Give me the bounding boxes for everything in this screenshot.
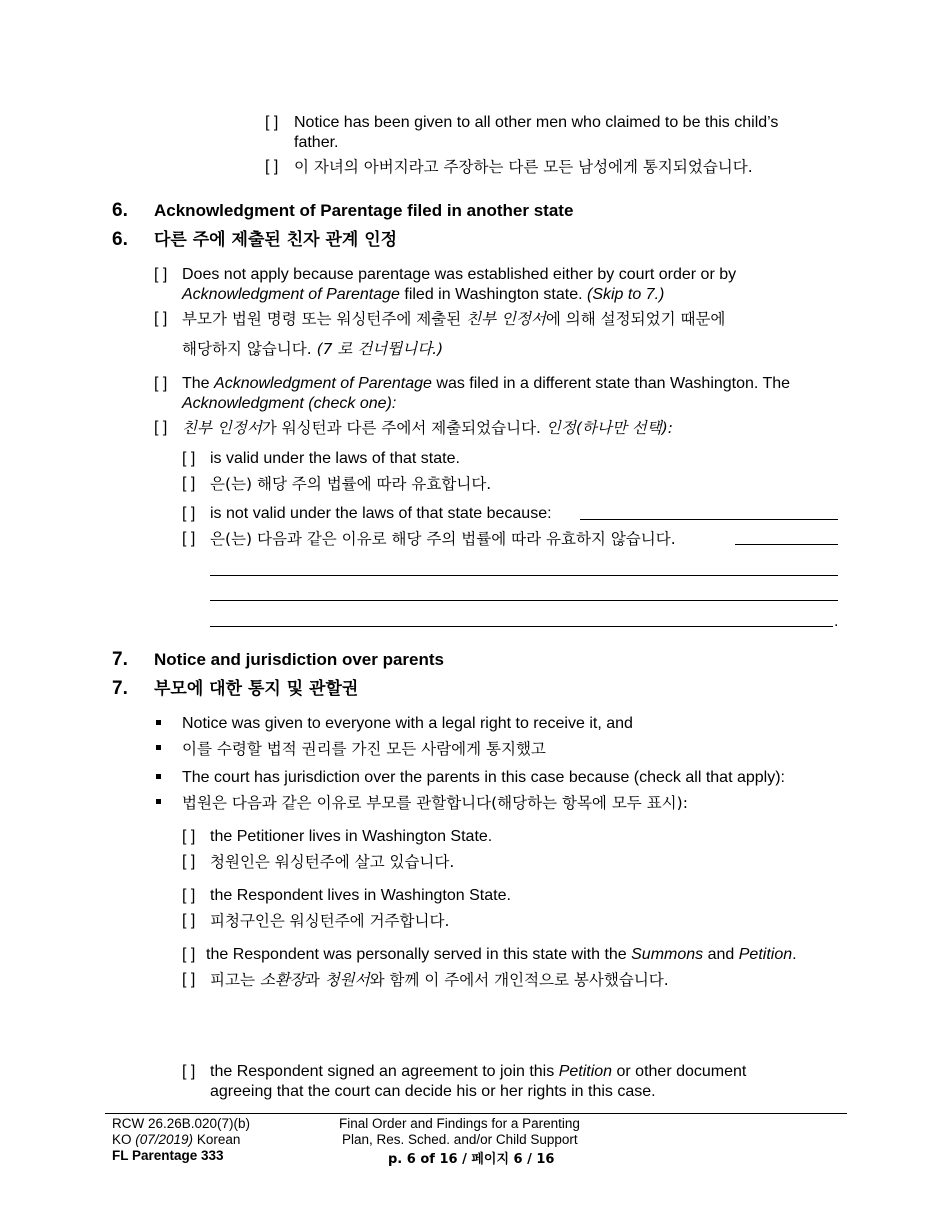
served-text-ko: 피고는 소환장과 청원서와 함께 이 주에서 개인적으로 봉사했습니다. — [210, 971, 669, 989]
signed-agreement-text-en-cont: agreeing that the court can decide his or her rights in this case. — [210, 1083, 656, 1100]
served-text-en: the Respondent was personally served in this state with the Summons and Petition. — [206, 946, 797, 963]
does-not-apply-text-en: Does not apply because parentage was established either by court order or by — [182, 266, 737, 283]
footer-rcw: RCW 26.26B.020(7)(b) — [112, 1116, 251, 1131]
father-notice-checkbox[interactable]: [ ] — [265, 114, 279, 131]
petitioner-lives-text-ko: 청원인은 워싱턴주에 살고 있습니다. — [210, 853, 455, 871]
father-notice-checkbox-ko[interactable]: [ ] — [265, 158, 279, 175]
different-state-text-en-cont: Acknowledgment (check one): — [182, 395, 397, 412]
footer-title: Final Order and Findings for a Parenting — [339, 1116, 580, 1131]
does-not-apply-text-ko: 부모가 법원 명령 또는 워싱턴주에 제출된 친부 인정서에 의해 설정되었기 때문에 — [182, 310, 726, 328]
reason-line-2[interactable] — [210, 600, 838, 601]
valid-text-en: is valid under the laws of that state. — [210, 450, 460, 467]
bullet-icon — [156, 745, 161, 750]
invalid-reason-line-ko[interactable] — [735, 544, 838, 545]
valid-checkbox[interactable]: [ ] — [182, 450, 196, 467]
signed-agreement-text-en: the Respondent signed an agreement to join this Petition or other document — [210, 1063, 747, 1080]
does-not-apply-text-ko-cont: 해당하지 않습니다. (7 로 건너뜁니다.) — [182, 340, 444, 358]
invalid-checkbox-ko[interactable]: [ ] — [182, 530, 196, 547]
jurisdiction-text-en: The court has jurisdiction over the parents in this case because (check all that apply): — [182, 769, 785, 786]
notice-given-text-ko: 이를 수령할 법적 권리를 가진 모든 사람에게 통지했고 — [182, 740, 546, 758]
does-not-apply-text-en-cont: Acknowledgment of Parentage filed in Washington state. (Skip to 7.) — [182, 286, 665, 303]
does-not-apply-checkbox-ko[interactable]: [ ] — [154, 310, 168, 327]
bullet-icon — [156, 774, 161, 779]
invalid-text-ko: 은(는) 다음과 같은 이유로 해당 주의 법률에 따라 유효하지 않습니다. — [210, 530, 676, 548]
served-checkbox-ko[interactable]: [ ] — [182, 971, 196, 988]
father-notice-text-ko: 이 자녀의 아버지라고 주장하는 다른 모든 남성에게 통지되었습니다. — [294, 158, 753, 176]
footer-title-cont: Plan, Res. Sched. and/or Child Support — [342, 1132, 578, 1147]
different-state-checkbox[interactable]: [ ] — [154, 375, 168, 392]
footer-divider — [105, 1113, 847, 1114]
signed-agreement-checkbox[interactable]: [ ] — [182, 1063, 196, 1080]
father-notice-text-en-cont: father. — [294, 134, 339, 151]
petitioner-lives-checkbox-ko[interactable]: [ ] — [182, 853, 196, 870]
section-7-title-en: Notice and jurisdiction over parents — [154, 650, 445, 669]
section-7-title-ko: 부모에 대한 통지 및 관할권 — [154, 679, 359, 699]
section-6-number: 6. — [112, 200, 128, 221]
respondent-lives-checkbox-ko[interactable]: [ ] — [182, 912, 196, 929]
section-7-number-ko: 7. — [112, 678, 128, 699]
bullet-icon — [156, 720, 161, 725]
section-6-title-en: Acknowledgment of Parentage filed in another state — [154, 201, 574, 220]
reason-line-3[interactable] — [210, 626, 833, 627]
reason-period: . — [834, 613, 839, 630]
served-checkbox[interactable]: [ ] — [182, 946, 196, 963]
section-6-number-ko: 6. — [112, 229, 128, 250]
reason-line-1[interactable] — [210, 575, 838, 576]
valid-checkbox-ko[interactable]: [ ] — [182, 475, 196, 492]
different-state-checkbox-ko[interactable]: [ ] — [154, 419, 168, 436]
valid-text-ko: 은(는) 해당 주의 법률에 따라 유효합니다. — [210, 475, 492, 493]
invalid-reason-line[interactable] — [580, 519, 838, 520]
respondent-lives-checkbox[interactable]: [ ] — [182, 887, 196, 904]
invalid-text-en: is not valid under the laws of that state because: — [210, 505, 552, 522]
father-notice-text-en: Notice has been given to all other men who claimed to be this child’s — [294, 114, 779, 131]
section-6-title-ko: 다른 주에 제출된 친자 관계 인정 — [154, 230, 398, 250]
different-state-text-ko: 친부 인정서가 워싱턴과 다른 주에서 제출되었습니다. 인정(하나만 선택): — [182, 419, 673, 437]
section-7-number: 7. — [112, 649, 128, 670]
jurisdiction-text-ko: 법원은 다음과 같은 이유로 부모를 관할합니다(해당하는 항목에 모두 표시): — [182, 794, 688, 812]
different-state-text-en: The Acknowledgment of Parentage was filed in a different state than Washington. The — [182, 375, 791, 392]
bullet-icon — [156, 799, 161, 804]
petitioner-lives-checkbox[interactable]: [ ] — [182, 828, 196, 845]
petitioner-lives-text-en: the Petitioner lives in Washington State. — [210, 828, 493, 845]
does-not-apply-checkbox[interactable]: [ ] — [154, 266, 168, 283]
respondent-lives-text-en: the Respondent lives in Washington State. — [210, 887, 511, 904]
respondent-lives-text-ko: 피청구인은 워싱턴주에 거주합니다. — [210, 912, 450, 930]
footer-page-number: p. 6 of 16 / 페이지 6 / 16 — [388, 1152, 555, 1167]
notice-given-text-en: Notice was given to everyone with a legal right to receive it, and — [182, 715, 633, 732]
footer-language: KO (07/2019) Korean — [112, 1132, 241, 1147]
footer-form-id: FL Parentage 333 — [112, 1148, 224, 1163]
invalid-checkbox[interactable]: [ ] — [182, 505, 196, 522]
